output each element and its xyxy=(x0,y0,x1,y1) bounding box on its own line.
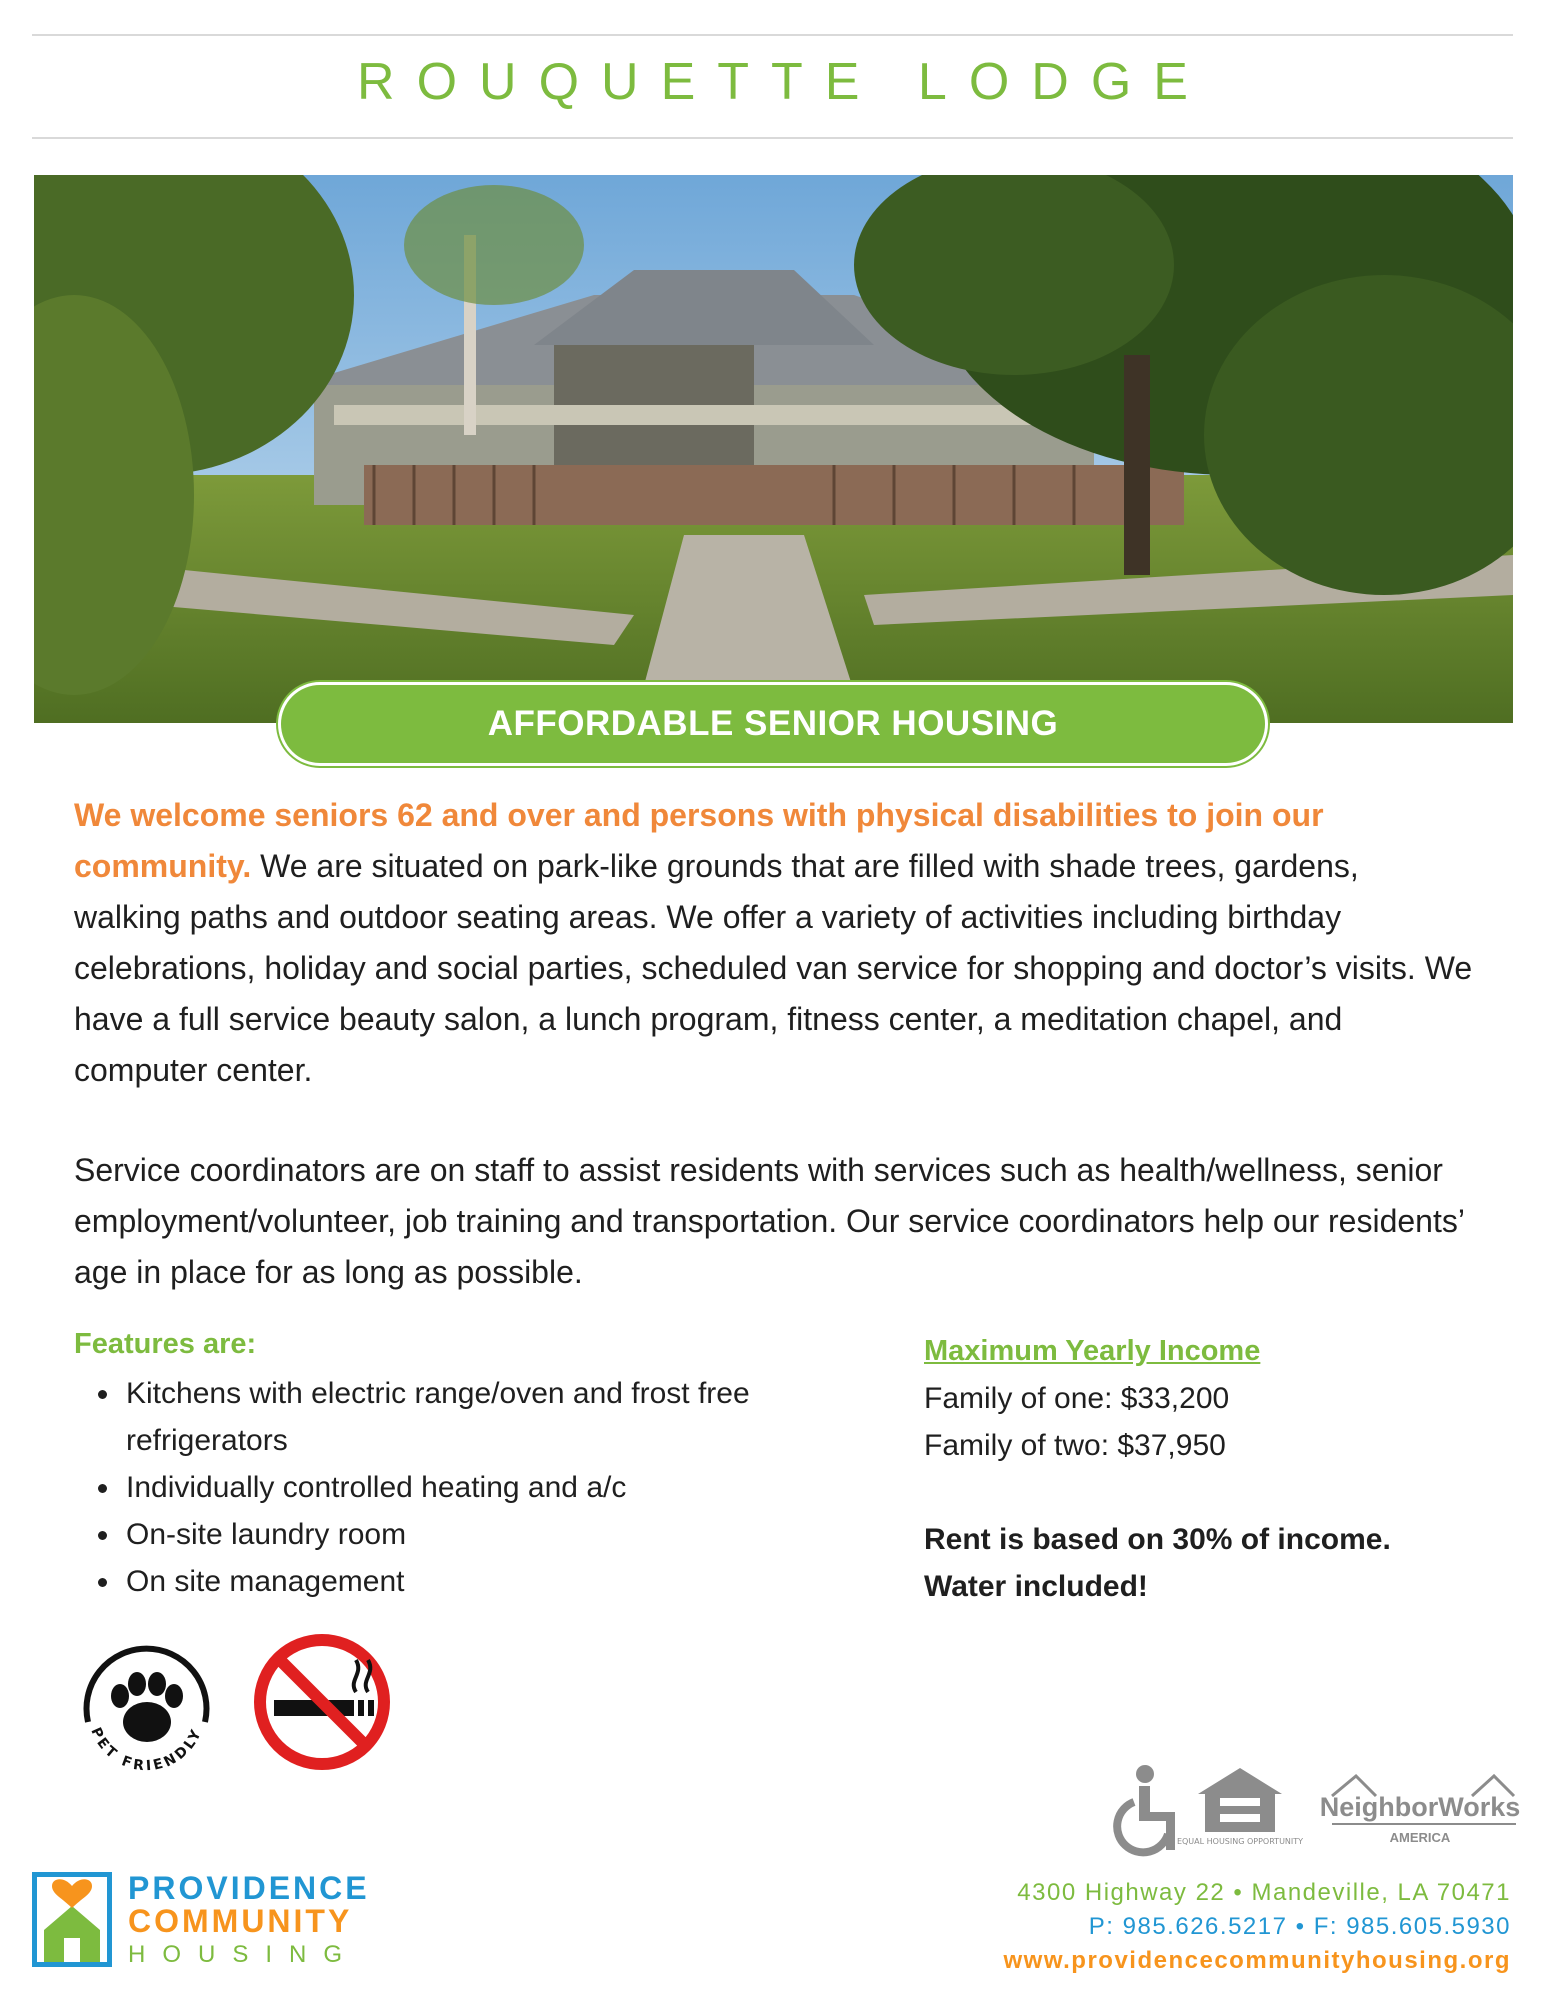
intro-paragraph xyxy=(74,790,1474,1096)
equal-housing-text: EQUAL HOUSING OPPORTUNITY xyxy=(1176,1837,1304,1846)
rent-note: Rent is based on 30% of income. xyxy=(924,1523,1391,1556)
no-smoking-icon xyxy=(252,1632,392,1772)
website-link[interactable]: www.providencecommunityhousing.org xyxy=(1003,1947,1511,1974)
org-name-line1: PROVIDENCE xyxy=(128,1870,370,1906)
equal-housing-logo xyxy=(1177,1768,1303,1846)
org-name-line2: COMMUNITY xyxy=(128,1903,353,1939)
features-list xyxy=(74,1370,874,1605)
title-divider xyxy=(32,137,1513,139)
feature-item: On site management xyxy=(74,1558,874,1605)
phone-fax: P: 985.626.5217 • F: 985.605.5930 xyxy=(1088,1913,1511,1940)
pet-friendly-badge xyxy=(74,1632,219,1777)
paw-icon xyxy=(111,1672,183,1742)
income-family-two: Family of two: $37,950 xyxy=(924,1429,1226,1462)
compliance-logos xyxy=(1110,1762,1520,1862)
income-section xyxy=(924,1328,1484,1610)
lodge-photo xyxy=(34,175,1513,723)
address: 4300 Highway 22 • Mandeville, LA 70471 xyxy=(1017,1879,1511,1906)
feature-item: Kitchens with electric range/oven and frost free refrigerators xyxy=(74,1370,874,1464)
providence-logo xyxy=(32,1872,412,1967)
page-title: ROUQUETTE LODGE xyxy=(357,53,1210,111)
services-paragraph: Service coordinators are on staff to assist residents with services such as health/wellness, senior employment/volunteer, job training and transportation. Our service coordinators help our residents’ age in place for as long as possible. xyxy=(74,1152,1464,1290)
income-heading: Maximum Yearly Income xyxy=(924,1335,1261,1367)
intro-body: We are situated on park-like grounds that are filled with shade trees, gardens, walking paths and outdoor seating areas. We offer a variety of activities including birthday celebrations, holiday and social parties, scheduled van service for shopping and doctor’s visits. We have a full service beauty salon, a lunch program, fitness center, a meditation chapel, and computer center. xyxy=(74,848,1473,1088)
housing-banner: AFFORDABLE SENIOR HOUSING xyxy=(278,682,1268,766)
pet-friendly-text: PET FRIENDLY xyxy=(87,1725,206,1775)
feature-item: Individually controlled heating and a/c xyxy=(74,1464,874,1511)
top-divider xyxy=(32,34,1513,36)
feature-item: On-site laundry room xyxy=(74,1511,874,1558)
features-heading: Features are: xyxy=(74,1328,257,1360)
house-heart-icon xyxy=(32,1872,112,1967)
neighborworks-sub: AMERICA xyxy=(1389,1830,1451,1845)
water-note: Water included! xyxy=(924,1570,1148,1603)
intro-lead: We welcome seniors 62 and over and persons with physical disabilities to join our community. xyxy=(74,797,1324,884)
wheelchair-icon xyxy=(1117,1765,1175,1852)
org-name-line3: HOUSING xyxy=(128,1941,360,1968)
income-family-one: Family of one: $33,200 xyxy=(924,1382,1230,1415)
contact-info xyxy=(1004,1876,1511,1978)
neighborworks-logo xyxy=(1320,1776,1520,1845)
neighborworks-text: NeighborWorks xyxy=(1319,1792,1520,1822)
